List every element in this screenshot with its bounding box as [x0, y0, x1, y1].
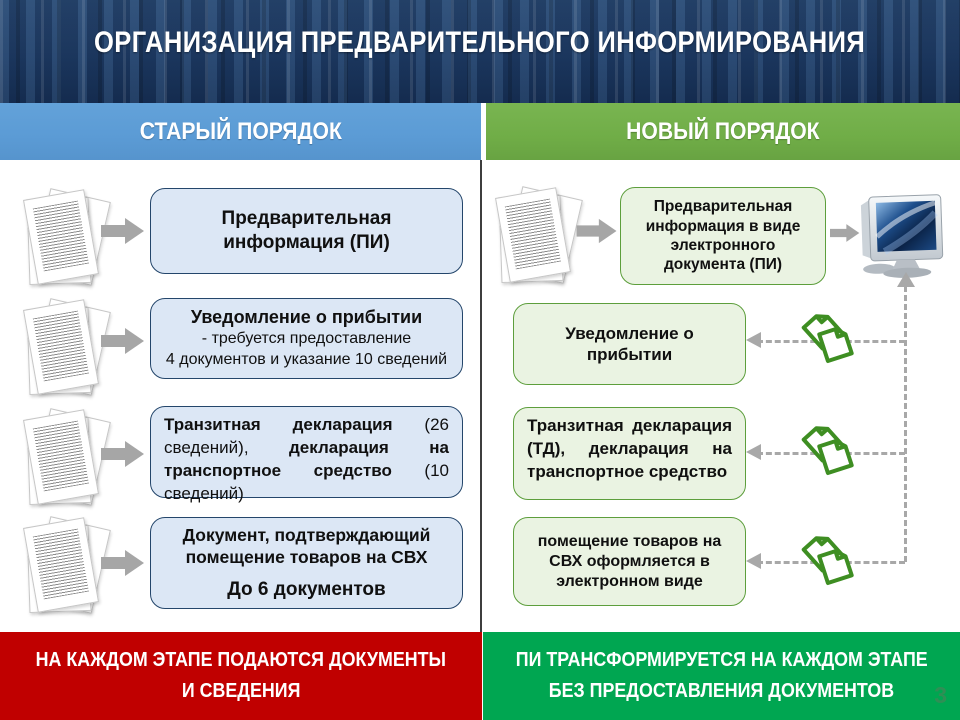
footer-old-line2: И СВЕДЕНИЯ — [181, 679, 301, 702]
header-old-order — [0, 103, 481, 160]
new-box-svx-electronic — [513, 517, 746, 606]
box-text-bold: Транзитная декларация — [164, 415, 393, 434]
header-old-label: СТАРЫЙ ПОРЯДОК — [139, 117, 342, 145]
document-stack-icon — [14, 514, 114, 622]
footer-new-line2: БЕЗ ПРЕДОСТАВЛЕНИЯ ДОКУМЕНТОВ — [548, 679, 895, 702]
dashed-arrow-left-icon — [746, 553, 761, 569]
paper-text-lines — [33, 201, 89, 272]
old-box-svx-document — [150, 517, 463, 609]
electronic-documents-icon — [798, 306, 860, 368]
footer-new-order — [483, 632, 960, 720]
arrow-right-icon — [576, 218, 618, 244]
new-box-arrival-notice — [513, 303, 746, 385]
paper-text-lines — [505, 199, 561, 270]
document-stack-icon — [486, 184, 586, 292]
computer-monitor-icon — [852, 190, 949, 281]
old-box-arrival-notice — [150, 298, 463, 379]
arrow-right-icon — [100, 327, 146, 355]
column-divider — [480, 160, 482, 632]
content-area — [0, 160, 960, 632]
box-subtitle: До 6 документов — [227, 578, 386, 600]
footer-new-line1: ПИ ТРАНСФОРМИРУЕТСЯ НА КАЖДОМ ЭТАПЕ — [515, 648, 928, 672]
paper-text-lines — [33, 311, 89, 382]
title-bar — [0, 0, 960, 103]
box-text-bold: Транзитная декларация (ТД), декларация на транспортное средство — [527, 416, 732, 481]
dashed-arrow-up-icon — [897, 272, 915, 287]
arrow-right-icon — [100, 217, 146, 245]
footer-old-line1: НА КАЖДОМ ЭТАПЕ ПОДАЮТСЯ ДОКУМЕНТЫ — [35, 648, 447, 672]
paper-text-lines — [33, 529, 89, 600]
document-stack-icon — [14, 296, 114, 404]
box-title: Уведомление о прибытии — [565, 323, 694, 364]
old-box-transit-declaration — [150, 406, 463, 503]
old-box-preliminary-info — [150, 188, 463, 274]
arrow-right-icon — [100, 549, 146, 577]
document-stack-icon — [14, 406, 114, 514]
box-line: 4 документов и указание 10 сведений — [165, 350, 448, 368]
header-new-label: НОВЫЙ ПОРЯДОК — [626, 117, 820, 145]
box-text: (26 сведений), — [164, 415, 450, 457]
page-title: ОРГАНИЗАЦИЯ ПРЕДВАРИТЕЛЬНОГО ИНФОРМИРОВАНИЯ — [94, 25, 866, 59]
page-number: 3 — [934, 682, 947, 708]
document-stack-icon — [14, 186, 114, 294]
dashed-arrow-left-icon — [746, 444, 761, 460]
box-title: Уведомление о прибытии — [190, 307, 423, 328]
new-box-preliminary-info — [620, 187, 826, 285]
footer-old-order — [0, 632, 482, 720]
box-text-bold: декларация на транспортное средство — [164, 437, 449, 480]
electronic-documents-icon — [798, 528, 860, 590]
new-box-transit-declaration — [513, 407, 746, 500]
box-title: помещение товаров на СВХ оформляется в электронном виде — [537, 532, 722, 590]
header-new-order — [486, 103, 960, 160]
box-title: Предварительная информация (ПИ) — [221, 208, 392, 253]
dashed-connector-vertical — [904, 286, 907, 562]
box-text: (10 сведений) — [164, 460, 449, 503]
arrow-right-icon — [100, 440, 146, 468]
dashed-arrow-left-icon — [746, 332, 761, 348]
paper-text-lines — [33, 421, 89, 492]
electronic-documents-icon — [798, 418, 860, 480]
box-title: Документ, подтверждающий помещение товаров на СВХ — [182, 524, 431, 567]
box-line: - требуется предоставление — [201, 329, 412, 347]
box-title: Предварительная информация в виде электронного документа (ПИ) — [645, 198, 801, 274]
